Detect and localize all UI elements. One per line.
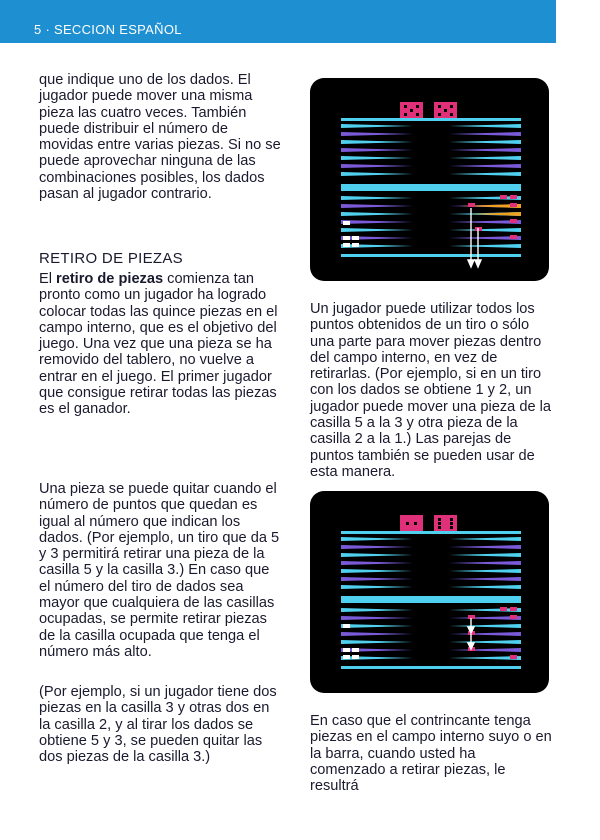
die <box>400 515 423 531</box>
dice-pair <box>400 102 457 118</box>
white-pieces <box>343 221 359 247</box>
left-paragraph-2: El retiro de piezas comienza tan pronto como un jugador ha logrado colocar todas las quince piezas en el campo interno, que es el objetivo del juego. Una vez que una pieza se ha removido del tablero, no vuelve a entrar en el juego. El primer jugador que consigue retirar todas las piezas es el ganador. <box>39 271 278 418</box>
board-bar <box>341 184 521 191</box>
backgammon-board-1 <box>310 78 549 281</box>
left-paragraph-3: Una pieza se puede quitar cuando el número de puntos que quedan es igual al número que indican los dados. (Por ejemplo, un tiro que da 5 y 3 permitirá retirar una pieza de la casilla 5 y la casilla 3.) En caso que el número del tiro de dados sea mayor que cualquiera de las casillas ocupadas, se permite retirar piezas de la casilla ocupada que tenga el número más alto. <box>39 481 280 660</box>
backgammon-board-2 <box>310 491 549 693</box>
game-screenshot-1 <box>310 78 549 281</box>
magenta-pieces <box>468 195 517 239</box>
right-paragraph-2: En caso que el contrincante tenga piezas en el campo interno suyo o en la barra, cuando usted ha comenzado a retirar piezas, le resultrá <box>310 713 552 795</box>
section-heading: RETIRO DE PIEZAS <box>39 250 183 267</box>
board-bar <box>341 596 521 603</box>
dice-pair <box>400 515 457 531</box>
left-paragraph-1: que indique uno de los dados. El jugador puede mover una misma pieza las cuatro veces. También puede distribuir el número de movidas entre varias piezas. Si no se puede aprovechar ninguna de las combinaciones posibles, los dados pasan al jugador contrario. <box>39 72 281 203</box>
bold-term: retiro de piezas <box>56 271 164 287</box>
game-screenshot-2 <box>310 491 549 693</box>
section-header <box>0 0 556 43</box>
left-paragraph-4: (Por ejemplo, si un jugador tiene dos piezas en la casilla 3 y otras dos en la casilla 2, y al tirar los dados se obtiene 5 y 3, se pueden quitar las dos piezas de la casilla 3.) <box>39 684 277 766</box>
right-paragraph-1: Un jugador puede utilizar todos los puntos obtenidos de un tiro o sólo una parte para mover piezas dentro del campo interno, en vez de retirarlas. (Por ejemplo, si en un tiro con los dados se obtiene 1 y 2, un jugador puede mover una pieza de la casilla 5 a la 3 y otra pieza de la casilla 2 a la 1.) Las parejas de puntos también se pueden usar de esta manera. <box>310 301 551 480</box>
die <box>434 515 457 531</box>
section-label: 5 · SECCION ESPAÑOL <box>34 22 182 37</box>
